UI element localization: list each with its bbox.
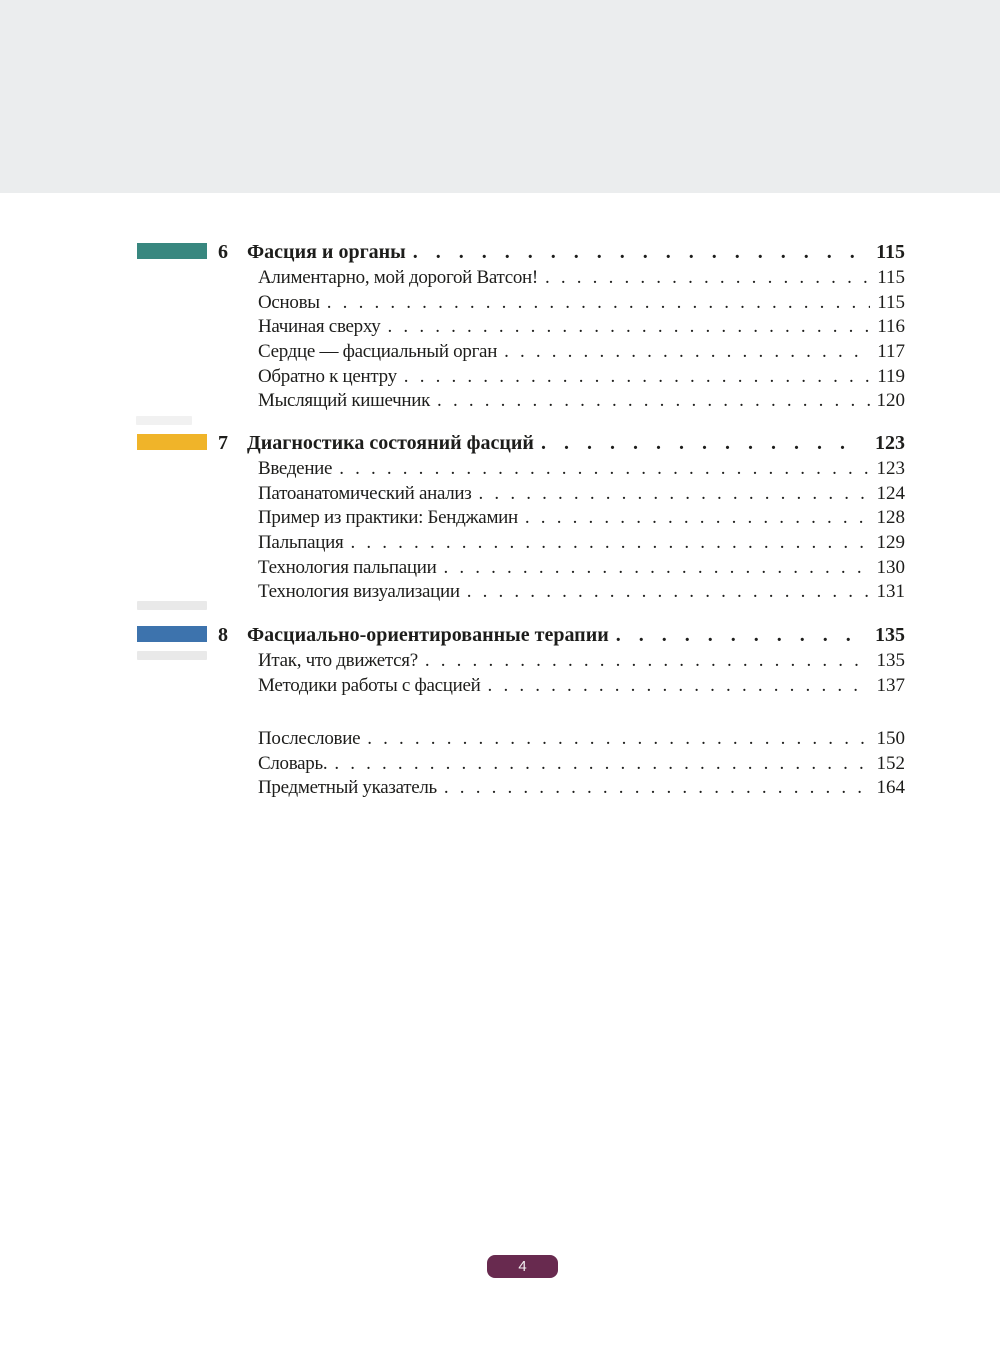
entry-page-number: 164: [876, 777, 905, 799]
entry-title: Словарь.: [258, 752, 328, 774]
dot-leader: [404, 365, 870, 390]
chapter-number: 8: [218, 624, 228, 646]
entry-page-number: 137: [876, 674, 905, 696]
entry-page-number: 129: [876, 532, 905, 554]
entry-title: Введение: [258, 458, 333, 479]
dot-leader: [443, 556, 870, 581]
toc-entry-row: [258, 266, 905, 291]
dot-leader: [488, 674, 870, 699]
toc-entry-row: [258, 556, 905, 581]
toc-entry-row: [258, 580, 905, 605]
toc-backmatter: [137, 727, 905, 801]
toc-entry-row: [258, 340, 905, 365]
dot-leader: [504, 340, 870, 365]
chapter-page-number: 123: [875, 432, 905, 454]
toc-section-6: [137, 238, 905, 414]
toc-entry-row: [258, 727, 905, 752]
page-top-gray-band: [0, 0, 1000, 193]
entry-title: Алиментарно, мой дорогой Ватсон!: [258, 267, 538, 288]
dot-leader: [367, 727, 870, 752]
chapter-color-bar-yellow: [137, 434, 207, 450]
dot-leader: [467, 580, 870, 605]
entry-page-number: 124: [876, 482, 905, 504]
entry-title: Технология пальпации: [258, 556, 437, 578]
dot-leader: [545, 266, 870, 291]
chapter-color-bar-teal: [137, 243, 207, 259]
entry-title: Послесловие: [258, 728, 361, 749]
entry-page-number: 150: [876, 728, 905, 749]
toc-section-8: [137, 621, 905, 698]
entry-title: Предметный указатель: [258, 777, 437, 799]
dot-leader: [616, 621, 863, 649]
entry-page-number: 123: [876, 458, 905, 479]
dot-leader: [339, 457, 870, 482]
chapter-title: Диагностика состояний фасций: [247, 432, 534, 454]
toc-entry-row: [258, 457, 905, 482]
toc-entry-row: [258, 776, 905, 801]
chapter-title: Фасциально-ориентированные терапии: [247, 624, 609, 646]
toc-entry-row: [258, 482, 905, 507]
toc-entry-row: [258, 365, 905, 390]
entry-title: Патоанатомический анализ: [258, 482, 472, 504]
entry-page-number: 115: [877, 267, 905, 288]
toc-entry-row: [258, 674, 905, 699]
entry-title: Пальпация: [258, 532, 344, 554]
dot-leader: [327, 291, 870, 316]
entry-page-number: 117: [877, 341, 905, 363]
dot-leader: [413, 238, 863, 266]
entry-page-number: 115: [877, 291, 905, 313]
toc-entry-row: [258, 389, 905, 414]
entry-page-number: 116: [877, 316, 905, 338]
entry-page-number: 120: [876, 390, 905, 412]
entry-title: Технология визуализации: [258, 581, 460, 603]
chapter-number: 7: [218, 432, 228, 454]
chapter-color-bar-blue: [137, 626, 207, 642]
dot-leader: [350, 531, 870, 556]
chapter-page-number: 115: [876, 241, 905, 263]
entry-title: Методики работы с фасцией: [258, 674, 481, 696]
toc-chapter-row: [137, 429, 905, 457]
chapter-title: Фасция и органы: [247, 241, 406, 263]
dot-leader: [425, 649, 870, 674]
dot-leader: [334, 752, 870, 777]
bleed-through-ghost-bar: [136, 416, 192, 425]
dot-leader: [437, 389, 870, 414]
entry-title: Итак, что движется?: [258, 650, 418, 671]
toc-entry-row: [258, 649, 905, 674]
entry-page-number: 135: [876, 650, 905, 671]
chapter-page-number: 135: [875, 624, 905, 646]
toc-entry-row: [258, 506, 905, 531]
entry-title: Обратно к центру: [258, 365, 397, 387]
toc-chapter-row: [137, 238, 905, 266]
chapter-number: 6: [218, 241, 228, 263]
toc-entry-row: [258, 291, 905, 316]
entry-page-number: 130: [876, 556, 905, 578]
entry-title: Основы: [258, 291, 320, 313]
footer-page-number-badge: 4: [487, 1255, 558, 1278]
dot-leader: [525, 506, 870, 531]
dot-leader: [444, 776, 870, 801]
toc-entry-row: [258, 752, 905, 777]
entry-page-number: 128: [876, 507, 905, 529]
entry-page-number: 152: [876, 752, 905, 774]
dot-leader: [541, 429, 863, 457]
entry-title: Начиная сверху: [258, 316, 381, 338]
entry-title: Мыслящий кишечник: [258, 390, 431, 412]
entry-title: Пример из практики: Бенджамин: [258, 507, 518, 529]
entry-page-number: 119: [877, 365, 905, 387]
entry-page-number: 131: [876, 581, 905, 603]
toc-chapter-row: [137, 621, 905, 649]
toc-section-7: [137, 429, 905, 605]
dot-leader: [479, 482, 870, 507]
entry-title: Сердце — фасциальный орган: [258, 341, 498, 363]
toc-entry-row: [258, 531, 905, 556]
toc-entry-row: [258, 315, 905, 340]
dot-leader: [388, 315, 870, 340]
